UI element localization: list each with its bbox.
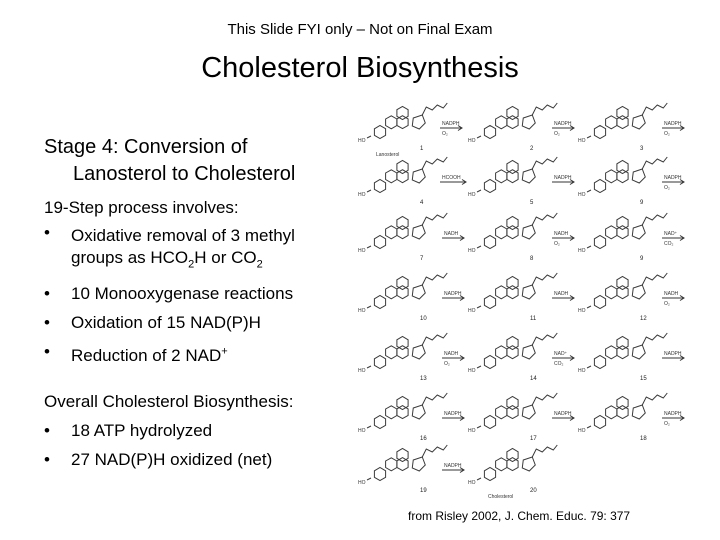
ring-r5c1 [484,416,495,429]
ring-r0c2 [594,126,605,139]
ring-r4c1 [507,337,518,350]
compound-number: 13 [420,376,427,382]
stage-heading [44,134,364,188]
process-intro: 19-Step process involves: [44,198,239,217]
ring-r3c1 [507,277,518,290]
ring-r5c1 [507,397,518,410]
side-chain-r5c1 [532,393,557,405]
side-chain-r1c0 [422,157,447,169]
ring-r3c2 [594,296,605,309]
text-part: Reduction of 2 NAD [71,346,222,366]
ring-r4c2 [594,356,605,369]
bullet: • [44,421,50,440]
compound-number: 7 [420,256,424,262]
ring-r0c1 [496,116,507,129]
reagent-label: NADPH [554,121,572,127]
hydroxyl-label: HO [578,248,586,254]
hydroxyl-label: HO [358,308,366,314]
compound-number: 3 [640,146,644,152]
reagent-label: NADPH [444,291,462,297]
slide-note: This Slide FYI only – Not on Final Exam [227,21,493,38]
reagent-label: NADPH [664,175,682,181]
compound-number: 19 [420,488,427,494]
compound-number: 4 [420,200,424,206]
hydroxyl-bond-r0c1 [477,136,481,138]
hydroxyl-label: HO [578,368,586,374]
side-chain-r4c1 [532,333,557,345]
hydroxyl-label: HO [468,192,476,198]
ring-r1c1 [507,161,518,174]
reagent-label: O₂ [442,131,448,137]
text-part: H or CO [194,248,257,267]
ring-r6c1 [522,457,535,471]
item-atp: 18 ATP hydrolyzed [71,421,213,440]
pathway-scheme-image [360,108,700,500]
reagent-label: NADH [444,231,459,237]
side-chain-r3c1 [532,273,557,285]
reagent-label: O₂ [554,131,560,137]
ring-r1c2 [632,169,645,183]
hydroxyl-label: HO [358,248,366,254]
lanosterol-label: Lanosterol [376,152,400,158]
ring-r6c0 [386,458,397,471]
hydroxyl-bond-r2c2 [587,246,591,248]
hydroxyl-label: HO [468,480,476,486]
ring-r5c1 [522,405,535,419]
item-monooxygenase: 10 Monooxygenase reactions [71,284,294,304]
ring-r2c2 [632,225,645,239]
subscript: 2 [256,258,263,271]
subscript: 2 [188,258,195,271]
hydroxyl-label: HO [358,428,366,434]
reagent-label: O₂ [554,241,560,247]
reagent-label: NADH [554,291,569,297]
ring-r0c0 [374,126,385,139]
side-chain-r2c1 [532,213,557,225]
hydroxyl-bond-r4c2 [587,366,591,368]
ring-r3c1 [484,296,495,309]
hydroxyl-label: HO [358,138,366,144]
ring-r3c1 [522,285,535,299]
hydroxyl-bond-r1c2 [587,190,591,192]
hydroxyl-bond-r5c2 [587,426,591,428]
ring-r0c2 [632,115,645,129]
ring-r2c0 [386,226,397,239]
ring-r4c0 [374,356,385,369]
hydroxyl-bond-r0c0 [367,136,371,138]
hydroxyl-label: HO [358,368,366,374]
bullet: • [44,284,50,304]
ring-r3c2 [632,285,645,299]
side-chain-r0c0 [422,103,447,115]
item-nadph: 27 NAD(P)H oxidized (net) [71,450,273,469]
hydroxyl-bond-r1c0 [367,190,371,192]
ring-r2c1 [507,217,518,230]
ring-r0c0 [397,107,408,120]
ring-r2c1 [522,225,535,239]
ring-r1c0 [386,170,397,183]
reagent-label: CO₂ [664,241,674,247]
reagent-label: O₂ [664,131,670,137]
reagent-label: NADH [664,291,679,297]
side-chain-r6c0 [422,445,447,457]
hydroxyl-label: HO [468,138,476,144]
hydroxyl-label: HO [578,428,586,434]
ring-r1c0 [397,161,408,174]
compound-number: 14 [530,376,537,382]
ring-r6c0 [374,468,385,481]
ring-r5c0 [412,405,425,419]
ring-r4c0 [386,346,397,359]
compound-number: 8 [530,256,534,262]
ring-r1c0 [412,169,425,183]
side-chain-r5c2 [642,393,667,405]
compound-number: 10 [420,316,427,322]
reagent-label: NADH [554,231,569,237]
ring-r3c2 [606,286,617,299]
reagent-label: O₂ [664,301,670,307]
reagent-label: CO₂ [554,361,564,367]
hydroxyl-bond-r0c2 [587,136,591,138]
side-chain-r1c1 [532,157,557,169]
hydroxyl-label: HO [578,192,586,198]
ring-r1c1 [496,170,507,183]
list-item [44,279,344,308]
side-chain-r2c0 [422,213,447,225]
ring-r5c2 [606,406,617,419]
ring-r2c2 [594,236,605,249]
side-chain-r6c1 [532,445,557,457]
hydroxyl-label: HO [468,368,476,374]
reagent-label: NAD⁺ [664,231,678,237]
side-chain-r0c2 [642,103,667,115]
ring-r6c0 [412,457,425,471]
reagent-label: HCOOH [442,175,461,181]
hydroxyl-label: HO [468,308,476,314]
ring-r0c1 [507,107,518,120]
ring-r2c0 [397,217,408,230]
list-item [44,445,272,474]
compound-number: 9 [640,200,644,206]
hydroxyl-label: HO [358,192,366,198]
hydroxyl-label: HO [468,428,476,434]
hydroxyl-bond-r3c0 [367,306,371,308]
cholesterol-label: Cholesterol [488,494,514,500]
reagent-label: NADPH [554,411,572,417]
compound-number: 2 [530,146,534,152]
stage-heading-line2: Lanosterol to Cholesterol [73,163,296,185]
side-chain-r3c0 [422,273,447,285]
slide-title: Cholesterol Biosynthesis [201,52,519,84]
compound-number: 16 [420,436,427,442]
ring-r1c1 [522,169,535,183]
ring-r5c2 [632,405,645,419]
compound-number: 15 [640,376,647,382]
ring-r2c0 [412,225,425,239]
hydroxyl-bond-r1c1 [477,190,481,192]
hydroxyl-label: HO [578,308,586,314]
reagent-label: NADPH [442,121,460,127]
ring-r1c1 [484,180,495,193]
reagent-label: NAD⁺ [554,351,568,357]
compound-number: 12 [640,316,647,322]
ring-r3c2 [617,277,628,290]
bullet: • [44,342,50,362]
ring-r0c2 [606,116,617,129]
ring-r3c0 [397,277,408,290]
list-item [44,416,272,445]
hydroxyl-bond-r6c0 [367,478,371,480]
overall-list [44,416,272,474]
text-part: groups as HCO [71,248,189,267]
ring-r3c0 [374,296,385,309]
ring-r4c2 [617,337,628,350]
ring-r4c0 [412,345,425,359]
ring-r3c1 [496,286,507,299]
side-chain-r4c2 [642,333,667,345]
hydroxyl-label: HO [358,480,366,486]
hydroxyl-label: HO [578,138,586,144]
ring-r5c2 [617,397,628,410]
ring-r4c1 [522,345,535,359]
ring-r3c0 [386,286,397,299]
citation: from Risley 2002, J. Chem. Educ. 79: 377 [408,509,631,523]
hydroxyl-bond-r6c1 [477,478,481,480]
compound-number: 11 [530,316,537,322]
hydroxyl-bond-r3c1 [477,306,481,308]
ring-r4c1 [484,356,495,369]
ring-r6c1 [507,449,518,462]
ring-r5c0 [397,397,408,410]
ring-r1c2 [617,161,628,174]
ring-r0c2 [617,107,628,120]
ring-r5c2 [594,416,605,429]
ring-r2c1 [484,236,495,249]
hydroxyl-bond-r4c1 [477,366,481,368]
reagent-label: NADPH [444,463,462,469]
superscript: + [221,345,228,358]
hydroxyl-bond-r2c1 [477,246,481,248]
hydroxyl-bond-r2c0 [367,246,371,248]
ring-r2c2 [617,217,628,230]
side-chain-r2c2 [642,213,667,225]
ring-r5c1 [496,406,507,419]
stage-heading-line1: Stage 4: Conversion of [44,136,248,158]
reagent-label: NADPH [664,121,682,127]
item-oxidation: Oxidation of 15 NAD(P)H [71,313,261,333]
ring-r4c2 [606,346,617,359]
ring-r6c1 [484,468,495,481]
ring-r1c0 [374,180,385,193]
bullet: • [44,223,50,242]
side-chain-r0c1 [532,103,557,115]
side-chain-r1c2 [642,157,667,169]
reagent-label: NADPH [554,175,572,181]
process-list [44,222,344,370]
compound-number: 20 [530,488,537,494]
reagent-label: NADPH [664,411,682,417]
side-chain-r4c0 [422,333,447,345]
compound-number: 17 [530,436,537,442]
reagent-label: O₂ [664,421,670,427]
hydroxyl-bond-r5c0 [367,426,371,428]
overall-heading: Overall Cholesterol Biosynthesis: [44,392,294,411]
ring-r4c1 [496,346,507,359]
hydroxyl-bond-r3c2 [587,306,591,308]
reagent-label: NADPH [664,351,682,357]
ring-r1c2 [594,180,605,193]
ring-r5c0 [374,416,385,429]
hydroxyl-bond-r5c1 [477,426,481,428]
ring-r3c0 [412,285,425,299]
list-item [44,222,344,279]
compound-number: 5 [530,200,534,206]
reagent-label: O₂ [664,185,670,191]
item-reduction [71,346,228,365]
compound-number: 9 [640,256,644,262]
item-methyl-line1: Oxidative removal of 3 methyl [71,226,295,245]
ring-r0c1 [522,115,535,129]
side-chain-r3c2 [642,273,667,285]
ring-r2c2 [606,226,617,239]
list-item [44,337,344,370]
ring-r6c1 [496,458,507,471]
hydroxyl-label: HO [468,248,476,254]
ring-r4c2 [632,345,645,359]
ring-r2c0 [374,236,385,249]
bullet: • [44,450,50,469]
ring-r0c0 [386,116,397,129]
bullet: • [44,313,50,333]
ring-r1c2 [606,170,617,183]
reagent-label: NADH [444,351,459,357]
ring-r6c0 [397,449,408,462]
compound-number: 18 [640,436,647,442]
reagent-label: O₂ [444,361,450,367]
reagent-label: NADPH [444,411,462,417]
ring-r0c1 [484,126,495,139]
list-item [44,308,344,337]
hydroxyl-bond-r4c0 [367,366,371,368]
ring-r4c0 [397,337,408,350]
side-chain-r5c0 [422,393,447,405]
item-methyl-line2 [71,248,263,271]
compound-number: 1 [420,146,424,152]
ring-r2c1 [496,226,507,239]
ring-r5c0 [386,406,397,419]
ring-r0c0 [412,115,425,129]
